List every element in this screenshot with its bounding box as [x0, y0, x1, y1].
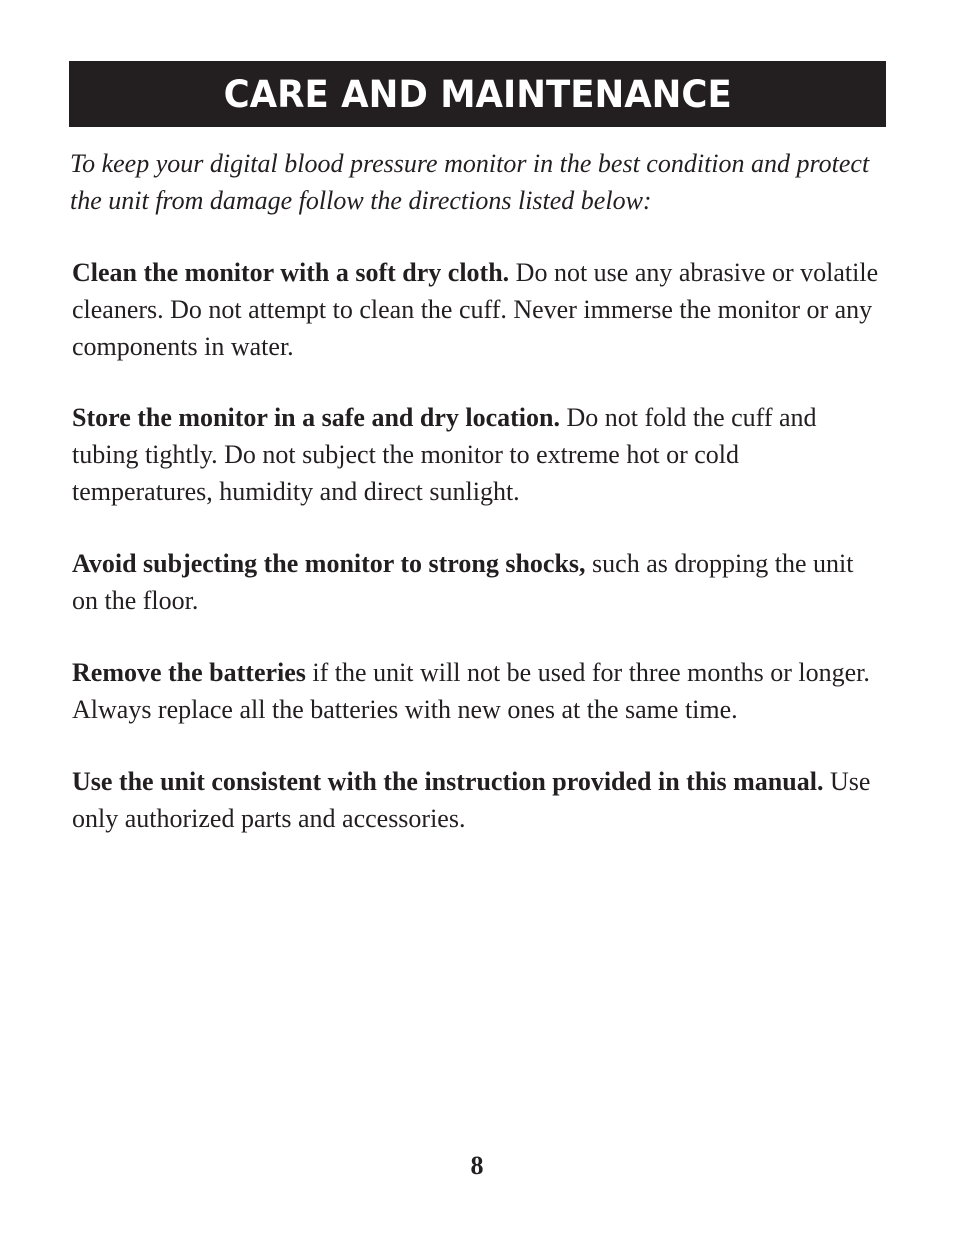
instruction-text: Do not fold the cuff and tubing tightly. Do not subject the monitor to extreme hot or cold temperatures, humidity and direct sunlight. — [72, 403, 817, 506]
care-instruction-store — [72, 399, 882, 510]
page-number: 8 — [470, 1151, 484, 1180]
instruction-heading: Use the unit consistent with the instruction provided in this manual. — [72, 767, 824, 796]
care-instruction-clean — [72, 254, 882, 365]
instruction-heading: Clean the monitor with a soft dry cloth. — [72, 258, 510, 287]
care-instruction-batteries — [72, 654, 882, 728]
instruction-text: Do not use any abrasive or volatile cleaners. Do not attempt to clean the cuff. Never immerse the monitor or any components in water. — [72, 258, 879, 361]
section-title: CARE AND MAINTENANCE — [223, 72, 732, 116]
section-title-bar — [69, 61, 886, 127]
instruction-heading: Store the monitor in a safe and dry location. — [72, 403, 560, 432]
instruction-text: such as dropping the unit on the floor. — [72, 549, 854, 615]
instruction-heading: Remove the batteries — [72, 658, 306, 687]
instruction-text: if the unit will not be used for three months or longer. Always replace all the batteries with new ones at the same time. — [72, 658, 870, 724]
care-instruction-shocks — [72, 545, 882, 619]
instruction-heading: Avoid subjecting the monitor to strong shocks, — [72, 549, 586, 578]
care-instruction-usage — [72, 763, 902, 837]
intro-paragraph: To keep your digital blood pressure monitor in the best condition and protect the unit from damage follow the directions listed below: — [70, 149, 870, 215]
instruction-text: Use only authorized parts and accessories. — [72, 767, 871, 833]
